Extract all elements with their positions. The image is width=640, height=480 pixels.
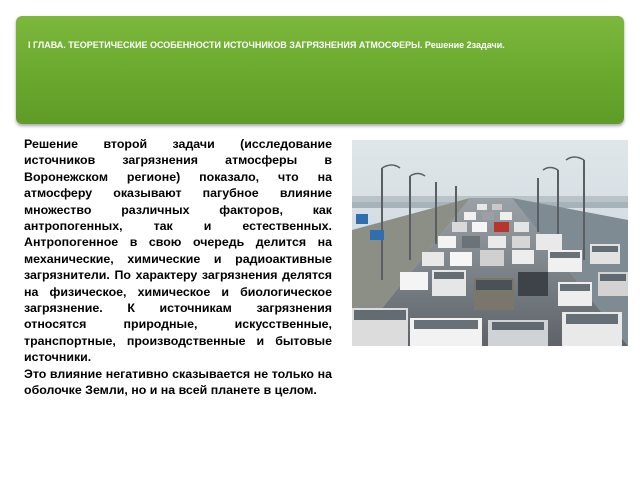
slide-title: I ГЛАВА. ТЕОРЕТИЧЕСКИЕ ОСОБЕННОСТИ ИСТОЧНИКОВ ЗАГРЯЗНЕНИЯ АТМОСФЕРЫ. Решение 2задачи. xyxy=(28,40,505,50)
traffic-jam-photo xyxy=(352,140,628,346)
paragraph-main: Решение второй задачи (исследование источников загрязнения атмосферы в Воронежском регионе) показало, что на атмосферу оказывают пагубное влияние множество различных факторов, как антропогенных, так и естественных. Антропогенное в свою очередь делится на механические, химические и радиоактивные загрязнители. По характеру загрязнения делятся на физическое, химическое и биологическое загрязнение. К источникам загрязнения относятся природные, искусственные, транспортные, производственные и бытовые источники. xyxy=(24,137,332,365)
title-banner xyxy=(16,16,624,124)
paragraph-conclusion: Это влияние негативно сказывается не только на оболочке Земли, но и на всей планете в целом. xyxy=(24,366,332,398)
body-text xyxy=(24,136,332,399)
traffic-jam-illustration xyxy=(352,140,628,346)
